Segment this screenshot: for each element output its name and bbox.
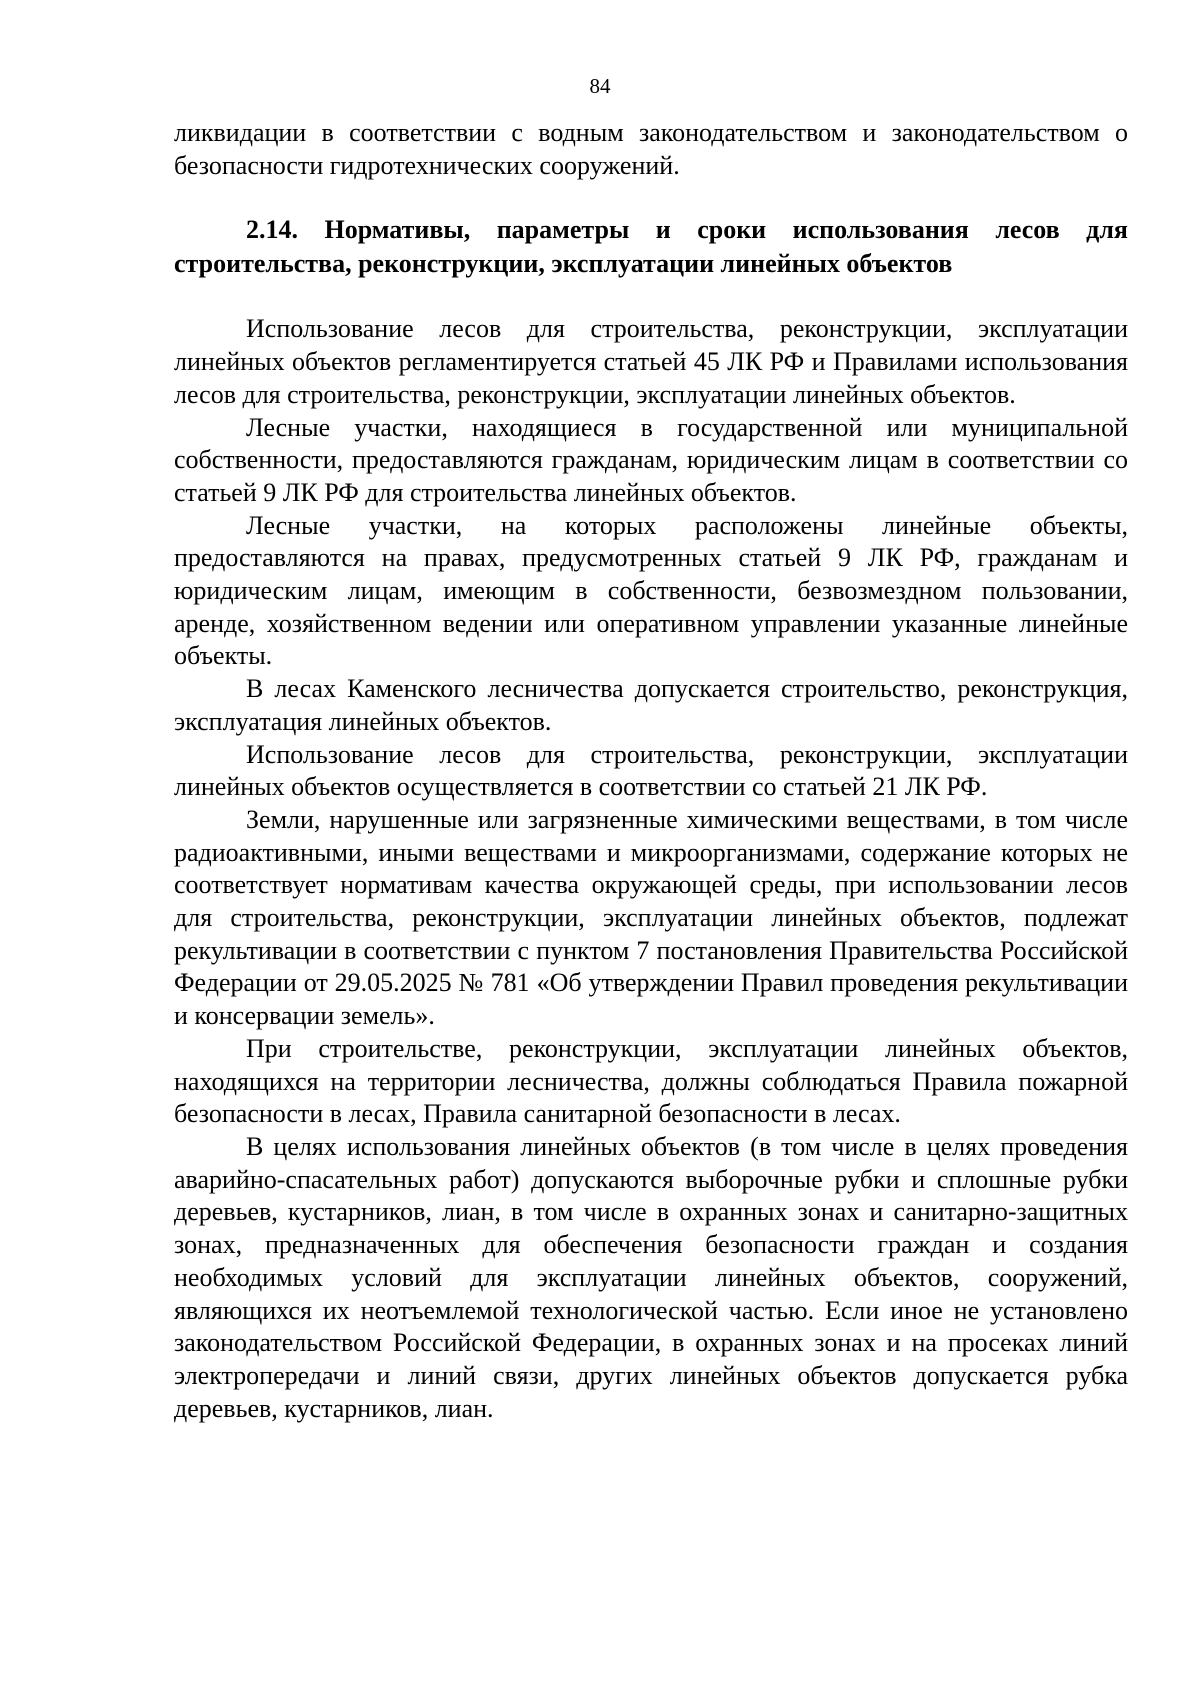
body-paragraph: Земли, нарушенные или загрязненные химическими веществами, в том числе радиоактивными, иными веществами и микроорганизмами, содержание которых не соответствует нормативам качества окружающей среды, при использовании лесов для строительства, реконструкции, эксплуатации линейных объектов, подлежат рекультивации в соответствии с пунктом 7 постановления Правительства Российской Федерации от 29.05.2025 № 781 «Об утверждении Правил проведения рекультивации и консервации земель». <box>174 804 1128 1031</box>
section-heading: 2.14. Нормативы, параметры и сроки использования лесов для строительства, реконструкции, эксплуатации линейных объектов <box>174 215 1128 279</box>
page-content <box>174 117 1128 1425</box>
body-paragraph: В лесах Каменского лесничества допускается строительство, реконструкция, эксплуатация линейных объектов. <box>174 674 1128 736</box>
page-number: 84 <box>589 74 611 98</box>
body-paragraph: Использование лесов для строительства, реконструкции, эксплуатации линейных объектов осуществляется в соответствии со статьей 21 ЛК РФ. <box>174 739 1128 802</box>
body-paragraph: При строительстве, реконструкции, эксплуатации линейных объектов, находящихся на территории лесничества, должны соблюдаться Правила пожарной безопасности в лесах, Правила санитарной безопасности в лесах. <box>174 1033 1128 1129</box>
continuation-paragraph: ликвидации в соответствии с водным законодательством и законодательством о безопасности гидротехнических сооружений. <box>174 118 1128 180</box>
body-paragraph: В целях использования линейных объектов (в том числе в целях проведения аварийно-спасательных работ) допускаются выборочные рубки и сплошные рубки деревьев, кустарников, лиан, в том числе в охранных зонах и санитарно-защитных зонах, предназначенных для обеспечения безопасности граждан и создания необходимых условий для эксплуатации линейных объектов, сооружений, являющихся их неотъемлемой технологической частью. Если иное не установлено законодательством Российской Федерации, в охранных зонах и на просеках линий электропередачи и линий связи, других линейных объектов допускается рубка деревьев, кустарников, лиан. <box>174 1131 1128 1423</box>
body-paragraph: Лесные участки, на которых расположены линейные объекты, предоставляются на правах, предусмотренных статьей 9 ЛК РФ, гражданам и юридическим лицам, имеющим в собственности, безвозмездном пользовании, аренде, хозяйственном ведении или оперативном управлении указанные линейные объекты. <box>174 510 1128 671</box>
body-paragraph: Лесные участки, находящиеся в государственной или муниципальной собственности, предоставляются гражданам, юридическим лицам в соответствии со статьей 9 ЛК РФ для строительства линейных объектов. <box>174 412 1128 507</box>
body-paragraph: Использование лесов для строительства, реконструкции, эксплуатации линейных объектов регламентируется статьей 45 ЛК РФ и Правилами использования лесов для строительства, реконструкции, эксплуатации линейных объектов. <box>174 314 1128 409</box>
